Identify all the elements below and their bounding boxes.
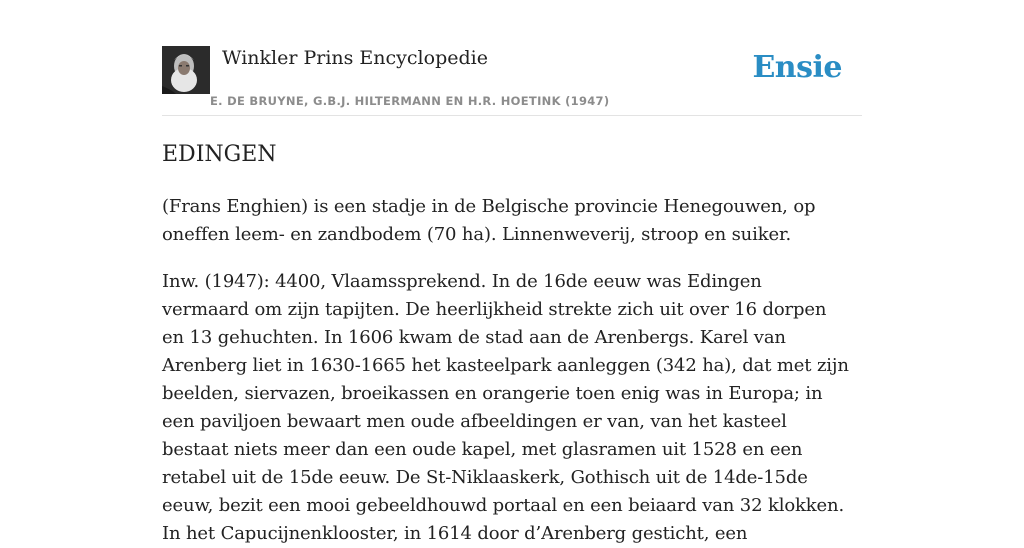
article-paragraph: Inw. (1947): 4400, Vlaamssprekend. In de 16de eeuw was Edingen vermaard om zijn tapijten. De heerlijkheid strekte zich uit over 16 dorpen en 13 gehuchten. In 1606 kwam de stad aan de Arenbergs. Karel van Arenberg liet in 1630-1665 het kasteelpark aanleggen (342 ha), dat met zijn beelden, siervazen, broeikassen en orangerie toen enig was in Europa; in een paviljoen bewaart men oude afbeeldingen er van, van het kasteel bestaat niets meer dan een oude kapel, met glasramen uit 1528 en een retabel uit de 15de eeuw. De St-Niklaaskerk, Gothisch uit de 14de-15de eeuw, bezit een mooi gebeeldhouwd portaal en een beiaard van 32 klokken. In het Capucijnenklooster, in 1614 door d’Arenberg gesticht, een	[162, 271, 849, 544]
source-header	[162, 46, 862, 116]
source-title[interactable]: Winkler Prins Encyclopedie	[222, 47, 488, 69]
ensie-logo[interactable]: Ensie	[752, 50, 842, 85]
author-avatar	[162, 46, 210, 94]
article-headword: EDINGEN	[162, 142, 277, 167]
article-paragraph: (Frans Enghien) is een stadje in de Belgische provincie Henegouwen, op oneffen leem- en zandbodem (70 ha). Linnenweverij, stroop en suiker.	[162, 196, 816, 245]
source-authors: E. DE BRUYNE, G.B.J. HILTERMANN EN H.R. HOETINK (1947)	[210, 94, 610, 108]
article-body	[162, 140, 852, 548]
author-portrait-image	[162, 46, 210, 94]
